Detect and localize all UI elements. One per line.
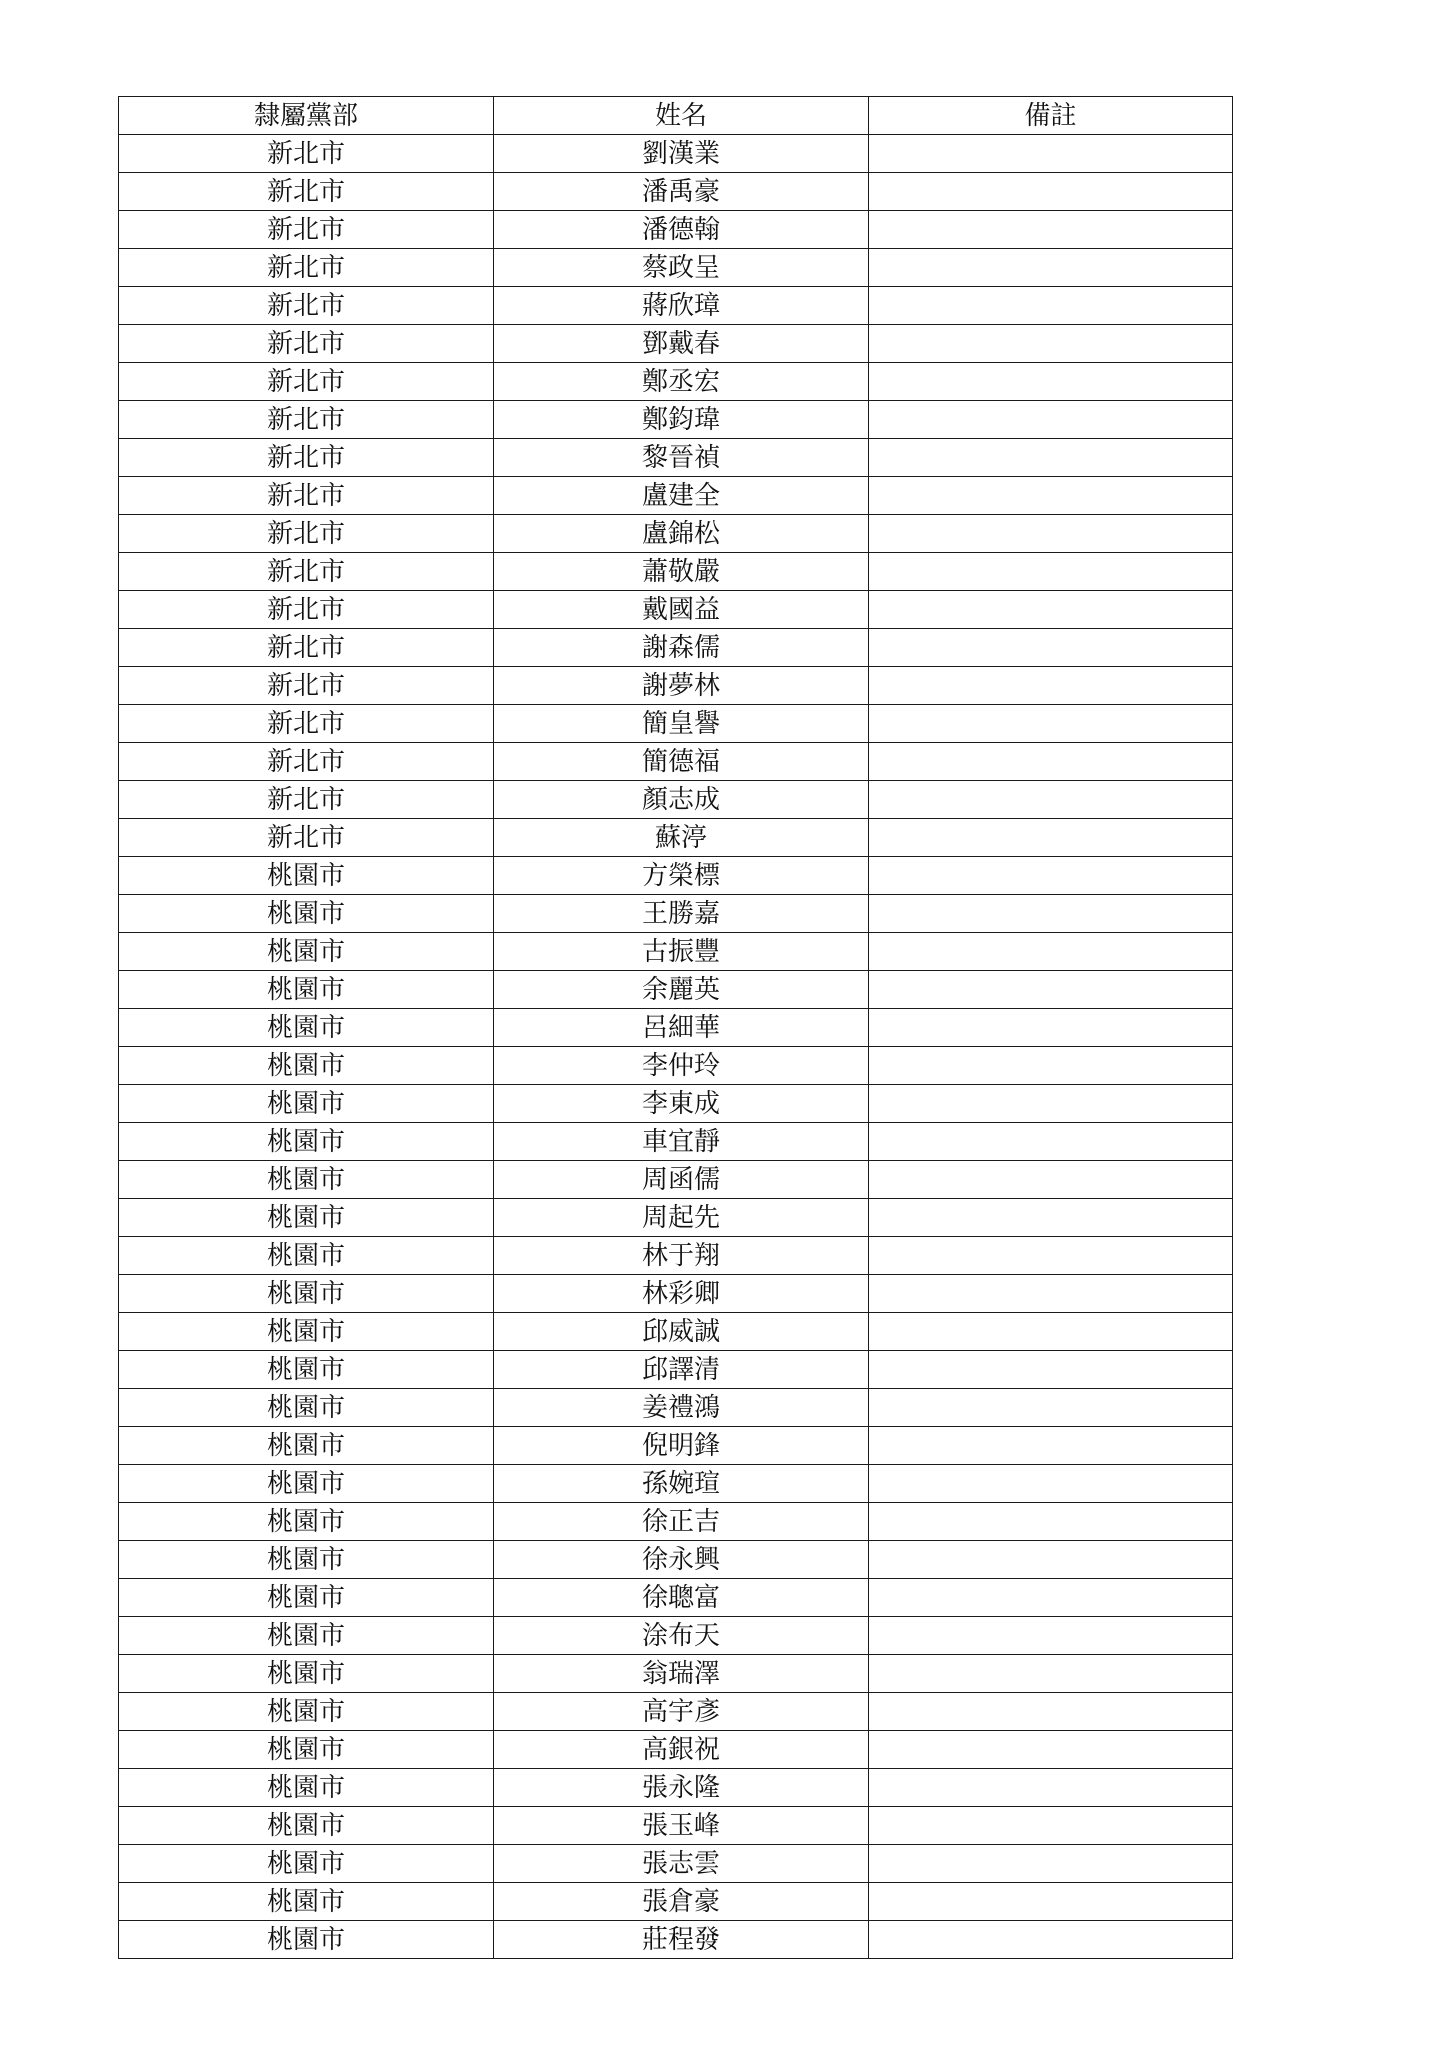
table-row bbox=[119, 819, 1233, 857]
cell-remarks bbox=[869, 667, 1233, 705]
table-header bbox=[119, 97, 1233, 135]
cell-party-branch: 桃園市 bbox=[119, 1085, 494, 1123]
cell-remarks bbox=[869, 895, 1233, 933]
cell-name: 林于翔 bbox=[494, 1237, 869, 1275]
table-row bbox=[119, 477, 1233, 515]
cell-party-branch: 新北市 bbox=[119, 401, 494, 439]
cell-party-branch: 桃園市 bbox=[119, 895, 494, 933]
cell-name: 高銀祝 bbox=[494, 1731, 869, 1769]
cell-party-branch: 桃園市 bbox=[119, 1579, 494, 1617]
cell-party-branch: 桃園市 bbox=[119, 933, 494, 971]
cell-name: 方榮標 bbox=[494, 857, 869, 895]
cell-remarks bbox=[869, 705, 1233, 743]
table-row bbox=[119, 895, 1233, 933]
cell-remarks bbox=[869, 287, 1233, 325]
cell-party-branch: 新北市 bbox=[119, 591, 494, 629]
table-row bbox=[119, 515, 1233, 553]
cell-remarks bbox=[869, 781, 1233, 819]
cell-party-branch: 桃園市 bbox=[119, 1313, 494, 1351]
cell-party-branch: 新北市 bbox=[119, 135, 494, 173]
cell-party-branch: 新北市 bbox=[119, 477, 494, 515]
table-row bbox=[119, 1389, 1233, 1427]
cell-name: 蔣欣璋 bbox=[494, 287, 869, 325]
table-row bbox=[119, 1731, 1233, 1769]
cell-party-branch: 桃園市 bbox=[119, 1503, 494, 1541]
table-row bbox=[119, 1883, 1233, 1921]
cell-remarks bbox=[869, 1275, 1233, 1313]
cell-name: 蔡政呈 bbox=[494, 249, 869, 287]
cell-remarks bbox=[869, 1807, 1233, 1845]
cell-name: 余麗英 bbox=[494, 971, 869, 1009]
cell-name: 鄭鈞瑋 bbox=[494, 401, 869, 439]
cell-remarks bbox=[869, 1009, 1233, 1047]
cell-remarks bbox=[869, 1123, 1233, 1161]
cell-party-branch: 桃園市 bbox=[119, 1655, 494, 1693]
cell-party-branch: 新北市 bbox=[119, 629, 494, 667]
cell-party-branch: 桃園市 bbox=[119, 1693, 494, 1731]
cell-remarks bbox=[869, 971, 1233, 1009]
cell-remarks bbox=[869, 1427, 1233, 1465]
table-row bbox=[119, 287, 1233, 325]
cell-party-branch: 桃園市 bbox=[119, 1731, 494, 1769]
cell-name: 潘德翰 bbox=[494, 211, 869, 249]
cell-name: 姜禮鴻 bbox=[494, 1389, 869, 1427]
header-row bbox=[119, 97, 1233, 135]
cell-party-branch: 桃園市 bbox=[119, 1617, 494, 1655]
cell-party-branch: 新北市 bbox=[119, 743, 494, 781]
cell-party-branch: 新北市 bbox=[119, 781, 494, 819]
table-row bbox=[119, 1427, 1233, 1465]
cell-name: 李東成 bbox=[494, 1085, 869, 1123]
cell-name: 呂細華 bbox=[494, 1009, 869, 1047]
cell-name: 李仲玲 bbox=[494, 1047, 869, 1085]
table-row bbox=[119, 1199, 1233, 1237]
cell-remarks bbox=[869, 1389, 1233, 1427]
cell-name: 鄭丞宏 bbox=[494, 363, 869, 401]
cell-party-branch: 新北市 bbox=[119, 819, 494, 857]
cell-remarks bbox=[869, 1731, 1233, 1769]
cell-party-branch: 新北市 bbox=[119, 363, 494, 401]
table-row bbox=[119, 1845, 1233, 1883]
cell-remarks bbox=[869, 1769, 1233, 1807]
table-row bbox=[119, 1047, 1233, 1085]
table-row bbox=[119, 1807, 1233, 1845]
table-row bbox=[119, 1313, 1233, 1351]
cell-name: 周函儒 bbox=[494, 1161, 869, 1199]
cell-name: 徐聰富 bbox=[494, 1579, 869, 1617]
cell-remarks bbox=[869, 249, 1233, 287]
cell-name: 張倉豪 bbox=[494, 1883, 869, 1921]
cell-name: 顏志成 bbox=[494, 781, 869, 819]
table-row bbox=[119, 1655, 1233, 1693]
cell-remarks bbox=[869, 1199, 1233, 1237]
table-row bbox=[119, 743, 1233, 781]
cell-remarks bbox=[869, 477, 1233, 515]
cell-party-branch: 新北市 bbox=[119, 173, 494, 211]
cell-remarks bbox=[869, 819, 1233, 857]
table-row bbox=[119, 135, 1233, 173]
cell-remarks bbox=[869, 1237, 1233, 1275]
cell-party-branch: 新北市 bbox=[119, 211, 494, 249]
cell-name: 劉漢業 bbox=[494, 135, 869, 173]
cell-remarks bbox=[869, 1579, 1233, 1617]
cell-remarks bbox=[869, 1617, 1233, 1655]
cell-name: 簡德福 bbox=[494, 743, 869, 781]
cell-remarks bbox=[869, 515, 1233, 553]
table-row bbox=[119, 971, 1233, 1009]
cell-remarks bbox=[869, 1161, 1233, 1199]
cell-party-branch: 桃園市 bbox=[119, 1541, 494, 1579]
cell-party-branch: 桃園市 bbox=[119, 1047, 494, 1085]
cell-name: 蘇渟 bbox=[494, 819, 869, 857]
cell-party-branch: 桃園市 bbox=[119, 1161, 494, 1199]
header-party-branch: 隸屬黨部 bbox=[119, 97, 494, 135]
cell-remarks bbox=[869, 629, 1233, 667]
table-row bbox=[119, 553, 1233, 591]
cell-name: 翁瑞澤 bbox=[494, 1655, 869, 1693]
table-row bbox=[119, 1275, 1233, 1313]
cell-party-branch: 桃園市 bbox=[119, 1883, 494, 1921]
cell-remarks bbox=[869, 1047, 1233, 1085]
header-remarks: 備註 bbox=[869, 97, 1233, 135]
cell-name: 徐正吉 bbox=[494, 1503, 869, 1541]
cell-name: 張玉峰 bbox=[494, 1807, 869, 1845]
cell-remarks bbox=[869, 857, 1233, 895]
cell-name: 謝夢林 bbox=[494, 667, 869, 705]
cell-party-branch: 桃園市 bbox=[119, 1465, 494, 1503]
table-row bbox=[119, 857, 1233, 895]
cell-remarks bbox=[869, 173, 1233, 211]
cell-name: 林彩卿 bbox=[494, 1275, 869, 1313]
table-row bbox=[119, 1465, 1233, 1503]
cell-name: 盧錦松 bbox=[494, 515, 869, 553]
cell-party-branch: 新北市 bbox=[119, 667, 494, 705]
cell-name: 車宜靜 bbox=[494, 1123, 869, 1161]
cell-name: 謝森儒 bbox=[494, 629, 869, 667]
table-row bbox=[119, 1085, 1233, 1123]
cell-party-branch: 桃園市 bbox=[119, 1237, 494, 1275]
cell-remarks bbox=[869, 1085, 1233, 1123]
cell-name: 張志雲 bbox=[494, 1845, 869, 1883]
cell-name: 孫婉瑄 bbox=[494, 1465, 869, 1503]
table-row bbox=[119, 933, 1233, 971]
table-row bbox=[119, 705, 1233, 743]
cell-party-branch: 桃園市 bbox=[119, 1427, 494, 1465]
cell-remarks bbox=[869, 1351, 1233, 1389]
cell-party-branch: 新北市 bbox=[119, 287, 494, 325]
cell-name: 倪明鋒 bbox=[494, 1427, 869, 1465]
cell-remarks bbox=[869, 211, 1233, 249]
table-row bbox=[119, 1617, 1233, 1655]
cell-remarks bbox=[869, 1503, 1233, 1541]
cell-name: 潘禹豪 bbox=[494, 173, 869, 211]
table-row bbox=[119, 1351, 1233, 1389]
cell-party-branch: 新北市 bbox=[119, 439, 494, 477]
cell-party-branch: 桃園市 bbox=[119, 971, 494, 1009]
table-row bbox=[119, 1921, 1233, 1959]
cell-name: 王勝嘉 bbox=[494, 895, 869, 933]
cell-name: 莊程發 bbox=[494, 1921, 869, 1959]
cell-party-branch: 桃園市 bbox=[119, 1275, 494, 1313]
cell-remarks bbox=[869, 591, 1233, 629]
table-row bbox=[119, 1579, 1233, 1617]
cell-remarks bbox=[869, 1883, 1233, 1921]
table-row bbox=[119, 249, 1233, 287]
table-row bbox=[119, 1161, 1233, 1199]
cell-party-branch: 新北市 bbox=[119, 515, 494, 553]
cell-remarks bbox=[869, 743, 1233, 781]
table-row bbox=[119, 591, 1233, 629]
cell-remarks bbox=[869, 135, 1233, 173]
table-row bbox=[119, 439, 1233, 477]
cell-remarks bbox=[869, 1465, 1233, 1503]
table-row bbox=[119, 629, 1233, 667]
cell-remarks bbox=[869, 553, 1233, 591]
cell-party-branch: 桃園市 bbox=[119, 1921, 494, 1959]
roster-table bbox=[118, 96, 1233, 1959]
cell-name: 鄧戴春 bbox=[494, 325, 869, 363]
cell-remarks bbox=[869, 439, 1233, 477]
cell-name: 徐永興 bbox=[494, 1541, 869, 1579]
cell-remarks bbox=[869, 933, 1233, 971]
cell-name: 邱譯清 bbox=[494, 1351, 869, 1389]
table-row bbox=[119, 211, 1233, 249]
cell-name: 盧建全 bbox=[494, 477, 869, 515]
cell-name: 邱威誠 bbox=[494, 1313, 869, 1351]
header-name: 姓名 bbox=[494, 97, 869, 135]
cell-remarks bbox=[869, 1921, 1233, 1959]
cell-party-branch: 新北市 bbox=[119, 325, 494, 363]
cell-remarks bbox=[869, 1693, 1233, 1731]
cell-name: 涂布天 bbox=[494, 1617, 869, 1655]
cell-party-branch: 桃園市 bbox=[119, 1845, 494, 1883]
table-row bbox=[119, 363, 1233, 401]
table-row bbox=[119, 1769, 1233, 1807]
cell-remarks bbox=[869, 1541, 1233, 1579]
cell-name: 簡皇譽 bbox=[494, 705, 869, 743]
table-row bbox=[119, 401, 1233, 439]
table-row bbox=[119, 1237, 1233, 1275]
cell-party-branch: 新北市 bbox=[119, 249, 494, 287]
cell-party-branch: 新北市 bbox=[119, 705, 494, 743]
table-row bbox=[119, 667, 1233, 705]
cell-name: 蕭敬嚴 bbox=[494, 553, 869, 591]
table-row bbox=[119, 1503, 1233, 1541]
cell-remarks bbox=[869, 363, 1233, 401]
table-row bbox=[119, 1123, 1233, 1161]
cell-remarks bbox=[869, 1313, 1233, 1351]
cell-party-branch: 桃園市 bbox=[119, 1199, 494, 1237]
cell-name: 周起先 bbox=[494, 1199, 869, 1237]
cell-name: 張永隆 bbox=[494, 1769, 869, 1807]
table-body bbox=[119, 135, 1233, 1959]
table-row bbox=[119, 781, 1233, 819]
cell-remarks bbox=[869, 1655, 1233, 1693]
cell-party-branch: 桃園市 bbox=[119, 1769, 494, 1807]
cell-name: 高宇彥 bbox=[494, 1693, 869, 1731]
cell-name: 戴國益 bbox=[494, 591, 869, 629]
table-row bbox=[119, 1009, 1233, 1047]
cell-party-branch: 新北市 bbox=[119, 553, 494, 591]
cell-party-branch: 桃園市 bbox=[119, 1123, 494, 1161]
table-row bbox=[119, 1541, 1233, 1579]
cell-name: 古振豐 bbox=[494, 933, 869, 971]
cell-remarks bbox=[869, 1845, 1233, 1883]
cell-name: 黎晉禎 bbox=[494, 439, 869, 477]
cell-party-branch: 桃園市 bbox=[119, 857, 494, 895]
table-row bbox=[119, 325, 1233, 363]
cell-party-branch: 桃園市 bbox=[119, 1807, 494, 1845]
table-row bbox=[119, 173, 1233, 211]
cell-remarks bbox=[869, 401, 1233, 439]
cell-remarks bbox=[869, 325, 1233, 363]
cell-party-branch: 桃園市 bbox=[119, 1351, 494, 1389]
cell-party-branch: 桃園市 bbox=[119, 1389, 494, 1427]
table-row bbox=[119, 1693, 1233, 1731]
cell-party-branch: 桃園市 bbox=[119, 1009, 494, 1047]
